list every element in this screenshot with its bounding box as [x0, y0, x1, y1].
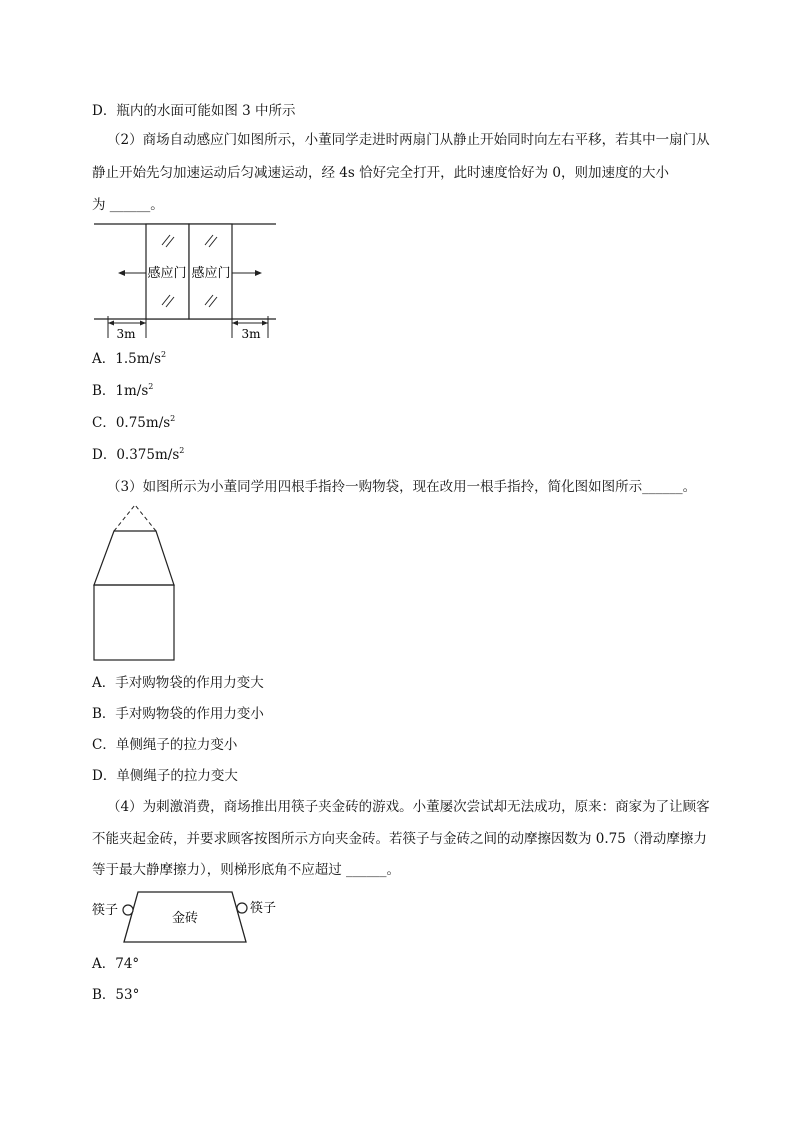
- q2-door-figure: [92, 218, 278, 342]
- q4-option-b: B．53°: [92, 987, 140, 1003]
- brick-label: 金砖: [171, 911, 199, 926]
- q2-option-d: D．$0.375m/s^2$: [92, 446, 185, 463]
- q3-option-c: C．单侧绳子的拉力变小: [92, 737, 238, 753]
- q3-option-b: B．手对购物袋的作用力变小: [92, 706, 264, 722]
- q4-stem-line-1: （4）为刺激消费，商场推出用筷子夹金砖的游戏。小董屡次尝试却无法成功，原来：商家为了让顾客: [107, 799, 710, 815]
- q2-option-c: C．$0.75m/s^2$: [92, 414, 176, 431]
- q3-stem: （3）如图所示为小董同学用四根手指拎一购物袋，现在改用一根手指拎，简化图如图所示______。: [107, 479, 697, 495]
- q4-brick-figure: [90, 888, 290, 948]
- chopstick-right-label: 筷子: [250, 901, 277, 916]
- dim-right: 3m: [241, 327, 261, 341]
- q2-stem-line-1: （2）商场自动感应门如图所示，小董同学走进时两扇门从静止开始同时向左右平移，若其中一扇门从: [107, 132, 710, 148]
- q2-option-b: B．$1m/s^2$: [92, 382, 154, 399]
- q4-stem-line-3: 等于最大静摩擦力），则梯形底角不应超过 ______。: [92, 862, 401, 878]
- q2-option-a: A．$1.5m/s^2$: [92, 350, 167, 367]
- chopstick-left-label: 筷子: [92, 903, 119, 918]
- q4-stem-line-2: 不能夹起金砖，并要求顾客按图所示方向夹金砖。若筷子与金砖之间的动摩擦因数为 0.75（滑动摩擦力: [92, 831, 707, 847]
- door-label-left: 感应门: [147, 266, 187, 281]
- q4-option-a: A．74°: [92, 956, 140, 972]
- door-label-right: 感应门: [191, 266, 231, 281]
- q1-option-d: D．瓶内的水面可能如图 3 中所示: [92, 103, 296, 119]
- q3-option-d: D．单侧绳子的拉力变大: [92, 768, 238, 784]
- q3-bag-figure: [92, 503, 178, 663]
- q2-stem-line-3: 为 ______。: [92, 197, 164, 213]
- dim-left: 3m: [116, 327, 136, 341]
- q3-option-a: A．手对购物袋的作用力变大: [92, 675, 264, 691]
- q2-stem-line-2: 静止开始先匀加速运动后匀减速运动，经 4s 恰好完全打开，此时速度恰好为 0，则加速度的大小: [92, 165, 669, 181]
